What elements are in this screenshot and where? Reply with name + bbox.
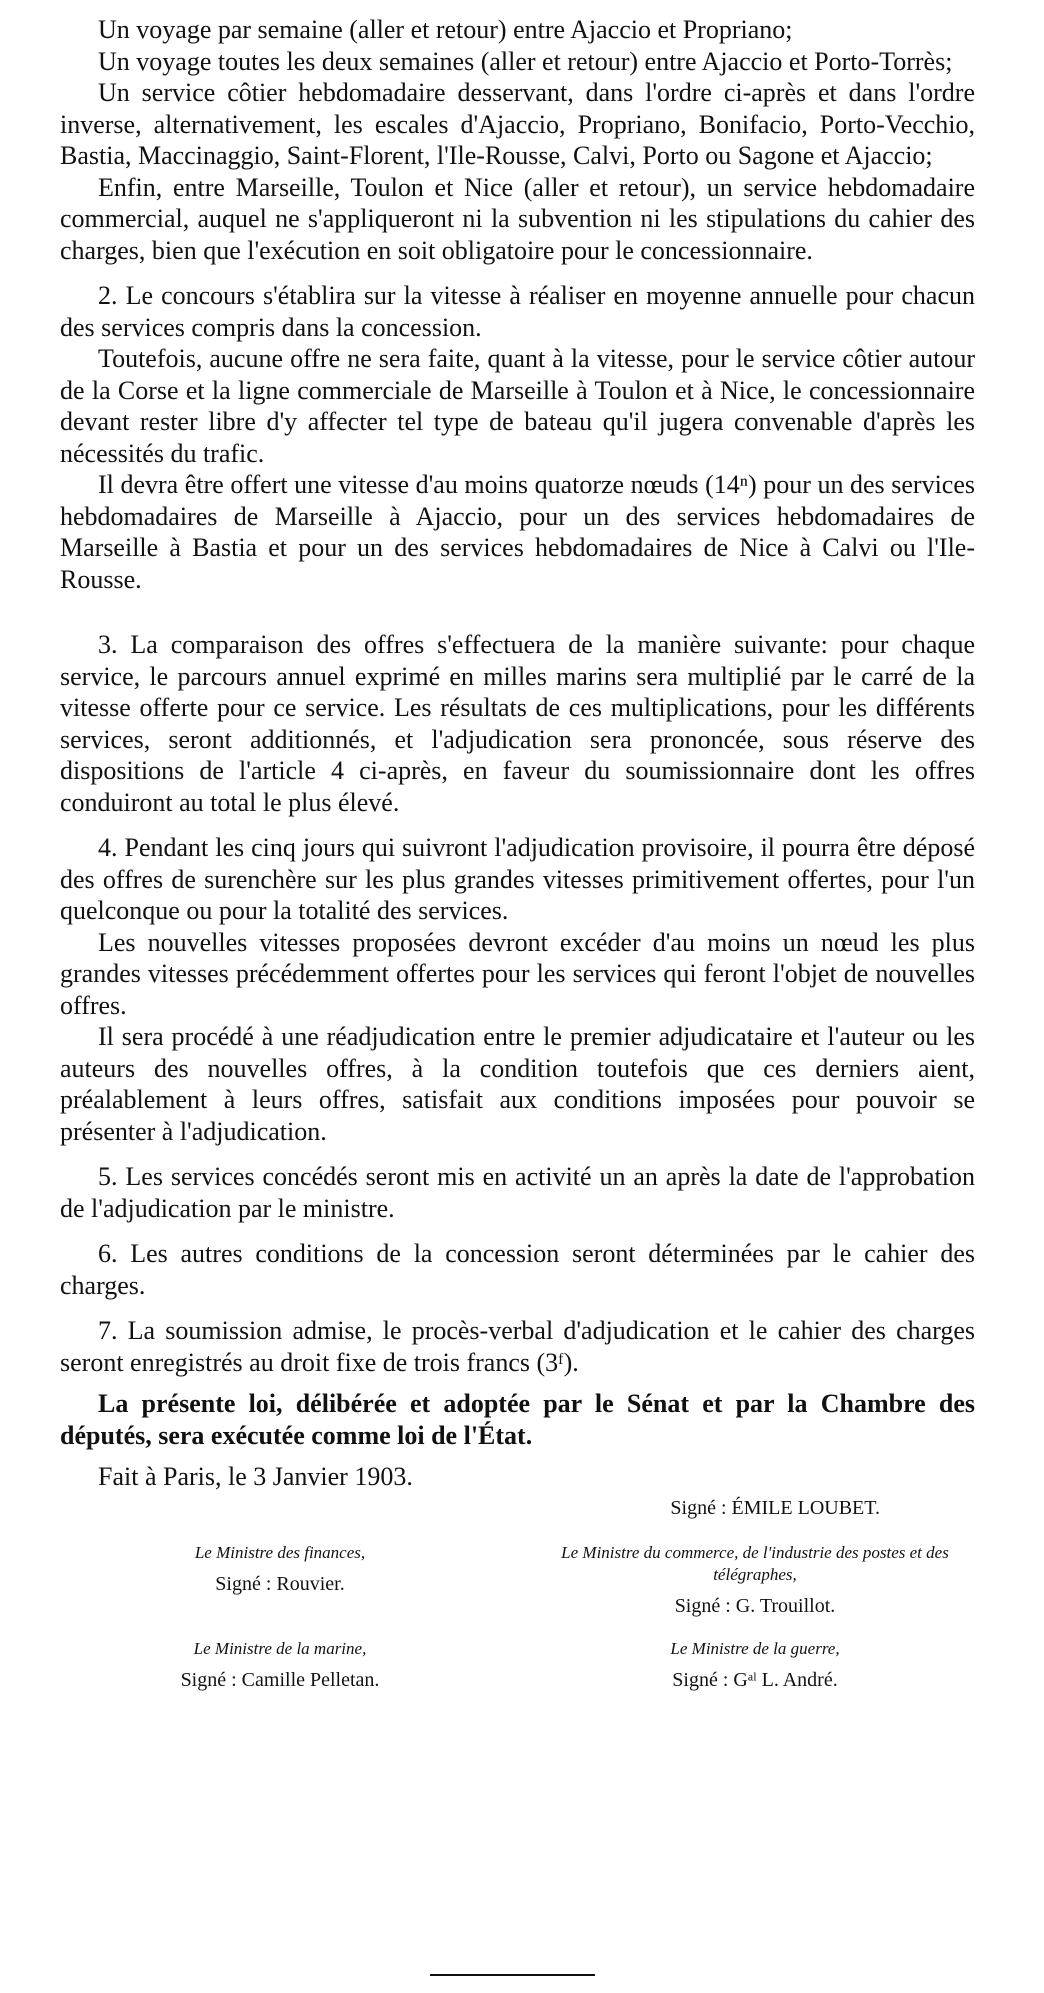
- article-7: 7. La soumission admise, le procès-verbal d'adjudication et le cahier des charges seront enregistrés au droit fixe de trois francs (3ᶠ).: [60, 1316, 975, 1377]
- article-3: 3. La comparaison des offres s'effectuera de la manière suivante: pour chaque service, le parcours annuel exprimé en milles marins sera multiplié par le carré de la vitesse offerte pour ce service. Les résultats de ces multiplications, pour les différents services, seront additionnés, et l'adjudication sera prononcée, sous réserve des dispositions de l'article 4 ci-après, en faveur du soumissionnaire dont les offres conduiront au total le plus élevé.: [60, 630, 975, 817]
- article-2-vitesse: Il devra être offert une vitesse d'au moins quatorze nœuds (14ⁿ) pour un des services hebdomadaires de Marseille à Ajaccio, pour un des services hebdomadaires de Marseille à Bastia et pour un des services hebdomadaires de Nice à Calvi ou l'Ile-Rousse.: [60, 470, 975, 594]
- article-2: 2. Le concours s'établira sur la vitesse à réaliser en moyenne annuelle pour chacun des services compris dans la concession.: [60, 281, 975, 342]
- name-rouvier: Signé : Rouvier.: [215, 1572, 345, 1595]
- signature-guerre: [535, 1638, 975, 1694]
- article-4-readjudication: Il sera procédé à une réadjudication entre le premier adjudicataire et l'auteur ou les auteurs des nouvelles offres, à la condition toutefois que ces derniers aient, préalablement à leurs offres, satisfait aux conditions imposées pour pouvoir se présenter à l'adjudication.: [60, 1022, 975, 1146]
- date-line: Fait à Paris, le 3 Janvier 1903.: [98, 1462, 413, 1491]
- name-andre: Signé : Gᵃˡ L. André.: [672, 1668, 838, 1691]
- enactment-clause: La présente loi, délibérée et adoptée par le Sénat et par la Chambre des députés, sera exécutée comme loi de l'État.: [60, 1389, 975, 1450]
- paragraph-voyage-propriano: Un voyage par semaine (aller et retour) entre Ajaccio et Propriano;: [98, 15, 793, 44]
- closing-rule: [430, 1974, 595, 1976]
- signature-marine: [60, 1638, 500, 1694]
- name-trouillot: Signé : G. Trouillot.: [674, 1594, 836, 1617]
- role-guerre: Le Ministre de la guerre,: [670, 1638, 840, 1658]
- signature-finances: [60, 1542, 500, 1620]
- article-6: 6. Les autres conditions de la concession seront déterminées par le cahier des charges.: [60, 1239, 975, 1300]
- article-2-toutefois: Toutefois, aucune offre ne sera faite, quant à la vitesse, pour le service côtier autour de la Corse et la ligne commerciale de Marseille à Toulon et à Nice, le concessionnaire devant rester libre d'y affecter tel type de bateau qu'il jugera convenable d'après les nécessités du trafic.: [60, 344, 975, 468]
- document-page: [60, 14, 975, 1694]
- name-pelletan: Signé : Camille Pelletan.: [180, 1668, 380, 1691]
- signature-row-1: [60, 1542, 975, 1620]
- article-4: 4. Pendant les cinq jours qui suivront l'adjudication provisoire, il pourra être déposé des offres de surenchère sur les plus grandes vitesses primitivement offertes, pour l'un quelconque ou pour la totalité des services.: [60, 833, 975, 925]
- president-signature: Signé : ÉMILE LOUBET.: [670, 1496, 880, 1519]
- signature-commerce: [535, 1542, 975, 1620]
- role-commerce: Le Ministre du commerce, de l'industrie des postes et des télégraphes,: [561, 1542, 949, 1584]
- paragraph-voyage-porto-torres: Un voyage toutes les deux semaines (aller et retour) entre Ajaccio et Porto-Torrès;: [98, 46, 953, 76]
- signature-row-2: [60, 1638, 975, 1694]
- role-finances: Le Ministre des finances,: [194, 1542, 366, 1562]
- paragraph-service-cotier: Un service côtier hebdomadaire desservant, dans l'ordre ci-après et dans l'ordre inverse, alternativement, les escales d'Ajaccio, Propriano, Bonifacio, Porto-Vecchio, Bastia, Maccinaggio, Saint-Florent, l'Ile-Rousse, Calvi, Porto ou Sagone et Ajaccio;: [60, 78, 975, 170]
- role-marine: Le Ministre de la marine,: [193, 1638, 367, 1658]
- paragraph-service-commercial: Enfin, entre Marseille, Toulon et Nice (aller et retour), un service hebdomadaire commercial, auquel ne s'appliqueront ni la subvention ni les stipulations du cahier des charges, bien que l'exécution en soit obligatoire pour le concessionnaire.: [60, 172, 975, 265]
- article-4-nouvelles-vitesses: Les nouvelles vitesses proposées devront excéder d'au moins un nœud les plus grandes vitesses précédemment offertes pour les services qui feront l'objet de nouvelles offres.: [60, 927, 975, 1020]
- article-5: 5. Les services concédés seront mis en activité un an après la date de l'approbation de l'adjudication par le ministre.: [60, 1162, 975, 1223]
